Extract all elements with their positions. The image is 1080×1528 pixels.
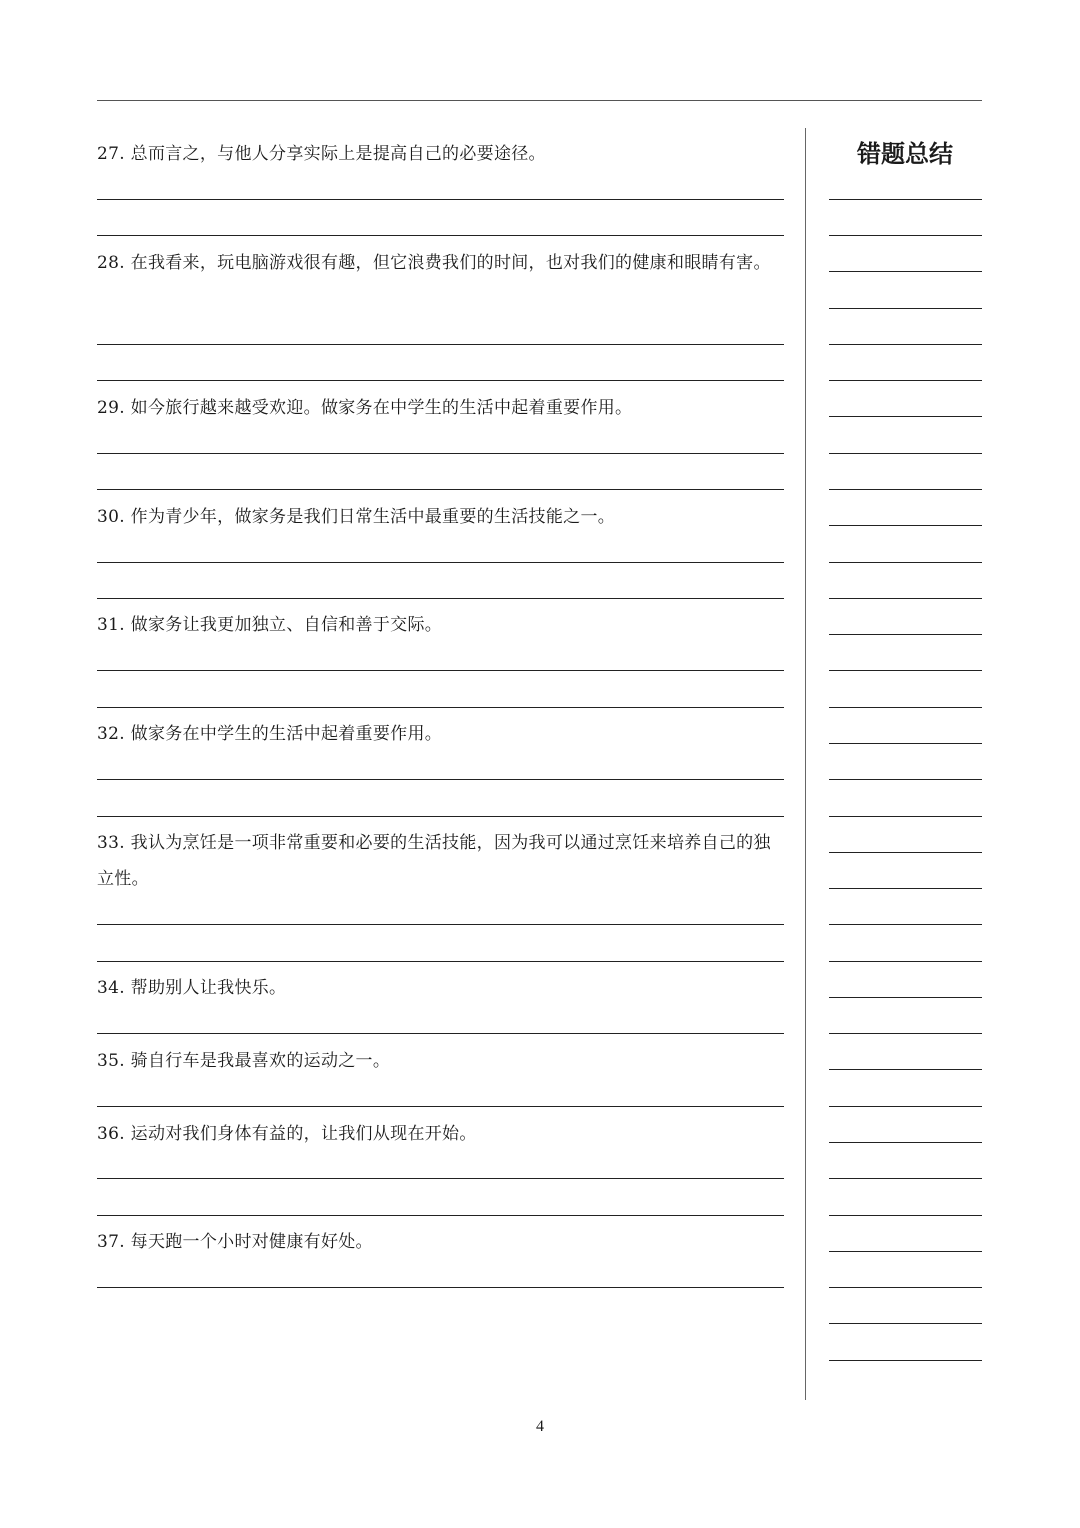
summary-line[interactable] (829, 598, 982, 599)
summary-line[interactable] (829, 1215, 982, 1216)
summary-line[interactable] (829, 199, 982, 200)
answer-line[interactable] (97, 961, 784, 962)
question-33: 33. 我认为烹饪是一项非常重要和必要的生活技能，因为我可以通过烹饪来培养自己的独立性。 (97, 833, 771, 889)
summary-line[interactable] (829, 489, 982, 490)
summary-line[interactable] (829, 707, 982, 708)
summary-line[interactable] (829, 1178, 982, 1179)
question-30: 30. 作为青少年，做家务是我们日常生活中最重要的生活技能之一。 (97, 507, 616, 527)
summary-line[interactable] (829, 344, 982, 345)
answer-line[interactable] (97, 235, 784, 236)
summary-line[interactable] (829, 670, 982, 671)
answer-line[interactable] (97, 199, 784, 200)
question-35: 35. 骑自行车是我最喜欢的运动之一。 (97, 1051, 391, 1071)
summary-line[interactable] (829, 1287, 982, 1288)
answer-line[interactable] (97, 1033, 784, 1034)
answer-line[interactable] (97, 670, 784, 671)
summary-line[interactable] (829, 816, 982, 817)
summary-line[interactable] (829, 997, 982, 998)
answer-line[interactable] (97, 707, 784, 708)
summary-line[interactable] (829, 1069, 982, 1070)
question-31: 31. 做家务让我更加独立、自信和善于交际。 (97, 615, 443, 635)
answer-line[interactable] (97, 489, 784, 490)
summary-line[interactable] (829, 416, 982, 417)
summary-line[interactable] (829, 924, 982, 925)
answer-line[interactable] (97, 1287, 784, 1288)
question-34: 34. 帮助别人让我快乐。 (97, 978, 287, 998)
question-28: 28. 在我看来，玩电脑游戏很有趣，但它浪费我们的时间，也对我们的健康和眼睛有害。 (97, 253, 771, 273)
answer-line[interactable] (97, 779, 784, 780)
answer-line[interactable] (97, 598, 784, 599)
answer-line[interactable] (97, 1215, 784, 1216)
summary-line[interactable] (829, 525, 982, 526)
summary-line[interactable] (829, 743, 982, 744)
summary-line[interactable] (829, 1323, 982, 1324)
answer-line[interactable] (97, 344, 784, 345)
answer-line[interactable] (97, 562, 784, 563)
summary-line[interactable] (829, 888, 982, 889)
summary-line[interactable] (829, 235, 982, 236)
summary-line[interactable] (829, 779, 982, 780)
answer-line[interactable] (97, 1106, 784, 1107)
summary-line[interactable] (829, 1142, 982, 1143)
page-number: 4 (536, 1418, 544, 1435)
top-rule (97, 100, 982, 101)
question-37: 37. 每天跑一个小时对健康有好处。 (97, 1232, 373, 1252)
question-27: 27. 总而言之，与他人分享实际上是提高自己的必要途径。 (97, 144, 546, 164)
answer-line[interactable] (97, 1178, 784, 1179)
summary-line[interactable] (829, 453, 982, 454)
question-29: 29. 如今旅行越来越受欢迎。做家务在中学生的生活中起着重要作用。 (97, 398, 633, 418)
mistake-summary-title: 错题总结 (857, 140, 953, 168)
answer-line[interactable] (97, 924, 784, 925)
summary-line[interactable] (829, 1033, 982, 1034)
summary-line[interactable] (829, 562, 982, 563)
answer-line[interactable] (97, 816, 784, 817)
summary-line[interactable] (829, 1360, 982, 1361)
answer-line[interactable] (97, 453, 784, 454)
summary-line[interactable] (829, 308, 982, 309)
column-divider (805, 128, 806, 1400)
summary-line[interactable] (829, 1106, 982, 1107)
question-32: 32. 做家务在中学生的生活中起着重要作用。 (97, 724, 443, 744)
summary-line[interactable] (829, 852, 982, 853)
question-36: 36. 运动对我们身体有益的，让我们从现在开始。 (97, 1124, 477, 1144)
summary-line[interactable] (829, 271, 982, 272)
summary-line[interactable] (829, 961, 982, 962)
summary-line[interactable] (829, 634, 982, 635)
summary-line[interactable] (829, 380, 982, 381)
summary-line[interactable] (829, 1251, 982, 1252)
answer-line[interactable] (97, 380, 784, 381)
